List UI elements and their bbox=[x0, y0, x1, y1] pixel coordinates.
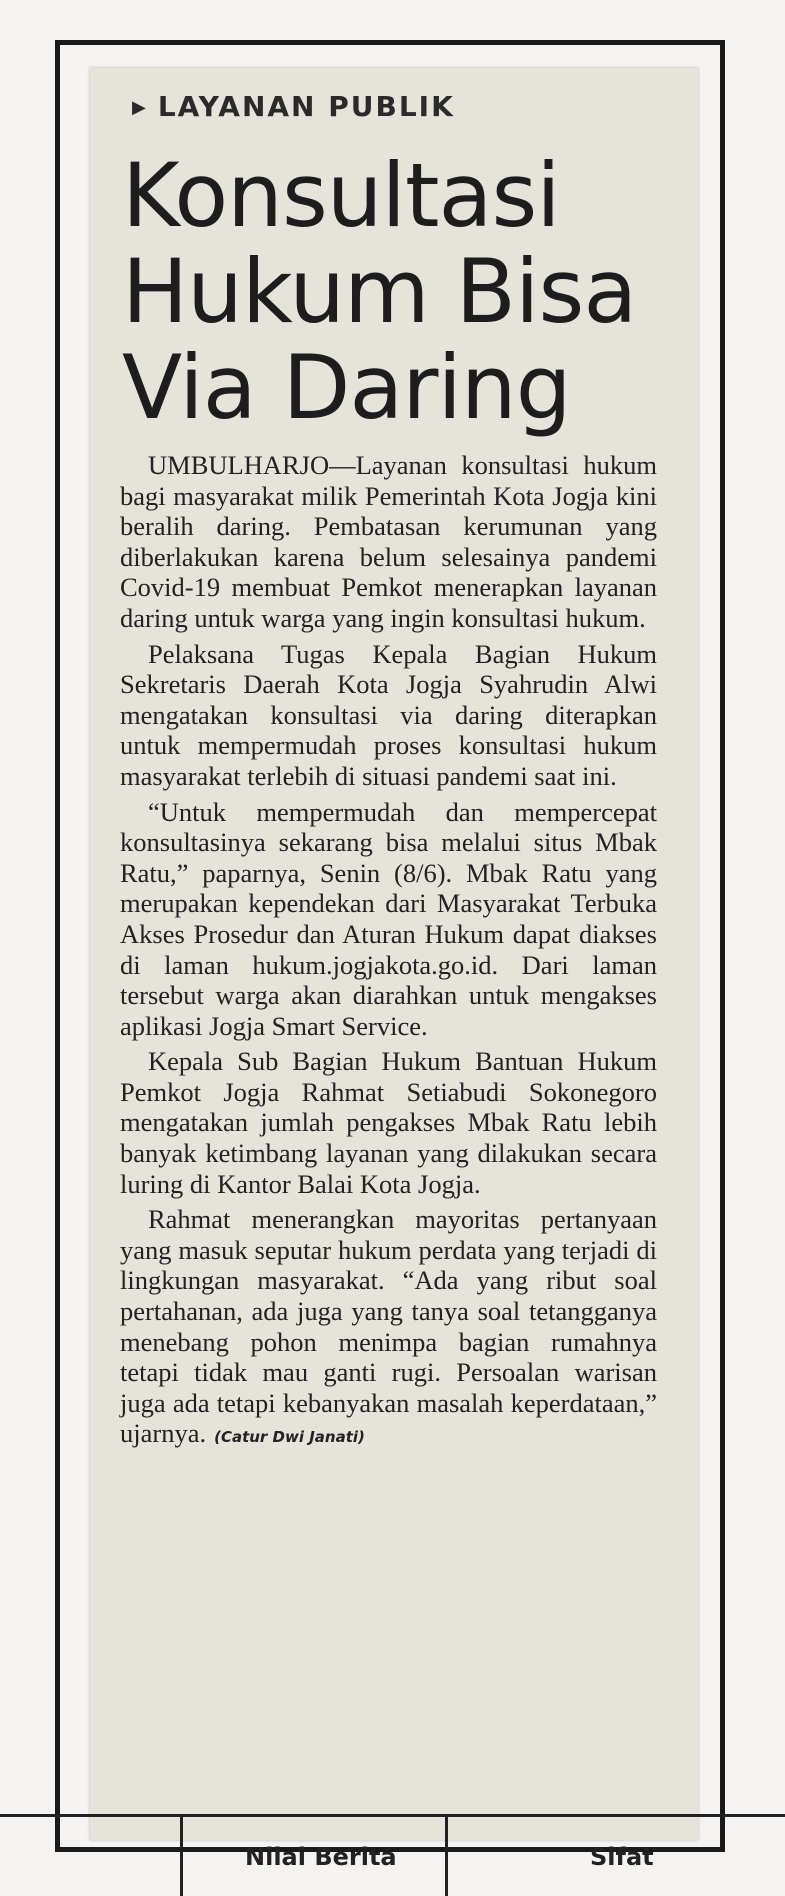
article-body bbox=[120, 450, 657, 1458]
table-header-sifat: Sifat bbox=[590, 1843, 654, 1871]
table-header-nilai-berita: Nilai Berita bbox=[245, 1843, 397, 1871]
section-kicker bbox=[132, 90, 455, 123]
newspaper-clipping bbox=[90, 68, 698, 1840]
headline-line: Via Daring bbox=[122, 336, 571, 439]
article-paragraph: “Untuk mempermudah dan mempercepat konsultasinya sekarang bisa melalui situs Mbak Ratu,” paparnya, Senin (8/6). Mbak Ratu yang merupakan kependekan dari Masyarakat Terbuka Akses Prosedur dan Aturan Hukum dapat diakses di laman hukum.jogjakota.go.id. Dari laman tersebut warga akan diarahkan untuk mengakses aplikasi Jogja Smart Service. bbox=[120, 796, 657, 1041]
table-divider bbox=[445, 1814, 448, 1896]
byline: (Catur Dwi Janati) bbox=[214, 1428, 365, 1447]
headline-line: Hukum Bisa bbox=[122, 240, 637, 343]
article-paragraph bbox=[120, 1204, 657, 1453]
headline-line: Konsultasi bbox=[122, 144, 560, 247]
headline bbox=[122, 144, 682, 439]
article-paragraph: Kepala Sub Bagian Hukum Bantuan Hukum Pemkot Jogja Rahmat Setiabudi Sokonegoro mengatakan jumlah pengakses Mbak Ratu lebih banyak ketimbang layanan yang dilakukan secara luring di Kantor Balai Kota Jogja. bbox=[120, 1046, 657, 1199]
page-rule bbox=[0, 1814, 785, 1817]
table-divider bbox=[180, 1814, 183, 1896]
article-paragraph: Pelaksana Tugas Kepala Bagian Hukum Sekretaris Daerah Kota Jogja Syahrudin Alwi mengatakan konsultasi via daring diterapkan untuk mempermudah proses konsultasi hukum masyarakat terlebih di situasi pandemi saat ini. bbox=[120, 638, 657, 791]
section-label: LAYANAN PUBLIK bbox=[157, 90, 455, 123]
paragraph-text: Rahmat menerangkan mayoritas pertanyaan yang masuk seputar hukum perdata yang terjadi di lingkungan masyarakat. “Ada yang ribut soal pertahanan, ada juga yang tanya soal tetangganya menebang pohon menimpa bagian rumahnya tetapi tidak mau ganti rugi. Persoalan warisan juga ada tetapi kebanyakan masalah keperdataan,” ujarnya. bbox=[120, 1204, 657, 1449]
article-paragraph: UMBULHARJO—Layanan konsultasi hukum bagi masyarakat milik Pemerintah Kota Jogja kini beralih daring. Pembatasan kerumunan yang diberlakukan karena belum selesainya pandemi Covid-19 membuat Pemkot menerapkan layanan daring untuk warga yang ingin konsultasi hukum. bbox=[120, 450, 657, 633]
triangle-right-icon: ▶ bbox=[132, 97, 148, 118]
